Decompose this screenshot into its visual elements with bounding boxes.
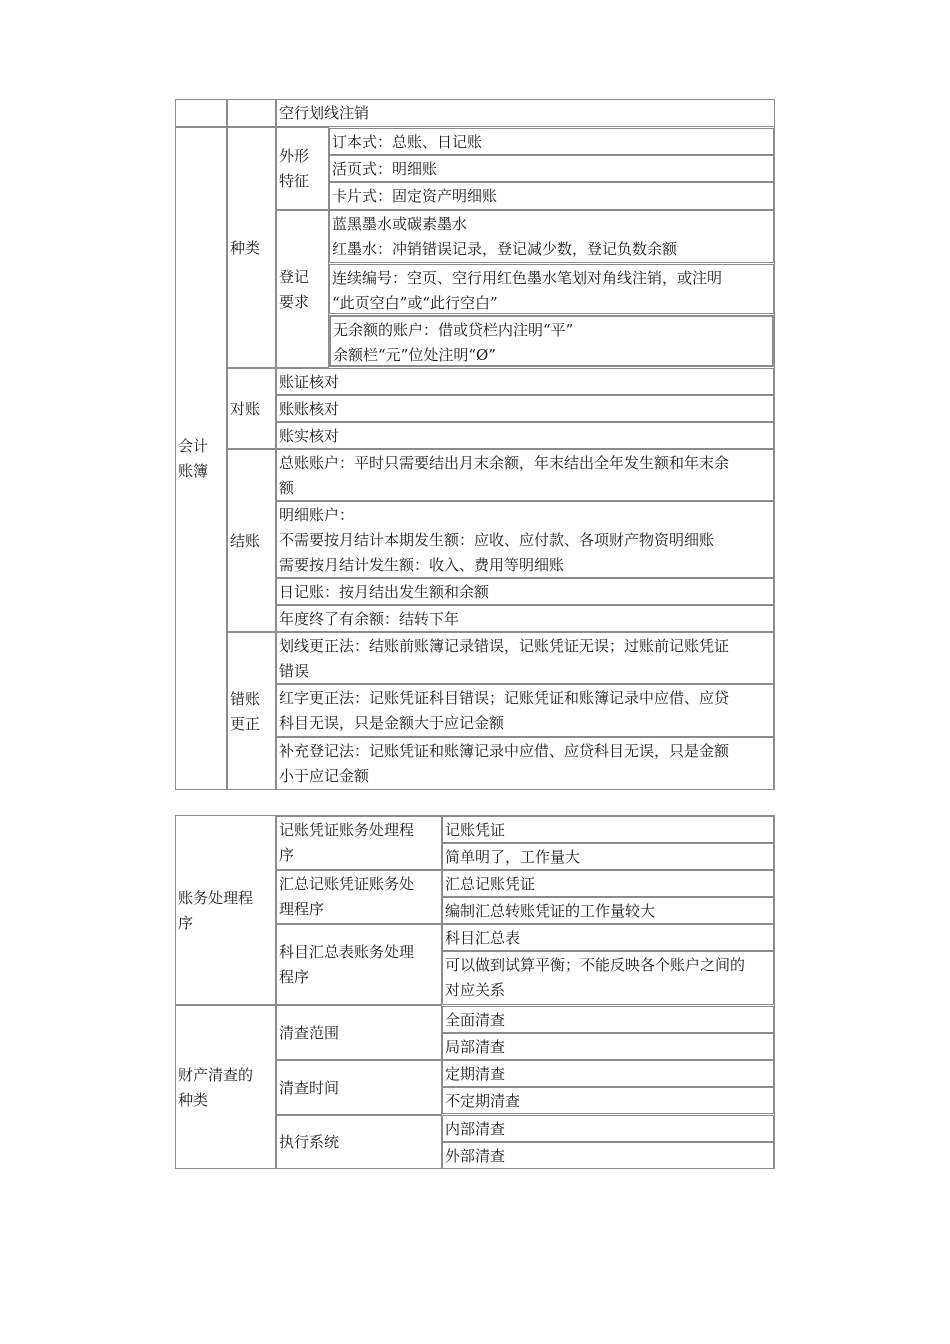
balance-requirement-line1: 无余额的账户：借或贷栏内注明“平”	[333, 321, 574, 339]
types-label-text: 种类	[230, 238, 261, 257]
procedure-summary-voucher-name-line2: 理程序	[279, 900, 325, 918]
accounting-books-label-line2: 账簿	[178, 462, 209, 480]
inventory-time-scheduled: 定期清查	[442, 1060, 774, 1087]
closing-detail-ledger-line2: 不需要按月结计本期发生额：应收、应付款、各项财产物资明细账	[279, 531, 715, 549]
accounting-books-label-line1: 会计	[178, 437, 209, 455]
procedure-account-summary-name-line1: 科目汇总表账务处理	[279, 943, 415, 961]
closing-label-text: 结账	[230, 531, 261, 550]
inventory-executor-internal: 内部清查	[442, 1115, 774, 1142]
inventory-scope-full: 全面清查	[442, 1006, 774, 1033]
closing-journal: 日记账：按月结出发生额和余额	[276, 578, 774, 605]
procedure-voucher-feature: 简单明了，工作量大	[442, 843, 774, 870]
procedure-voucher-basis: 记账凭证	[442, 816, 774, 843]
correction-label-line2: 更正	[230, 714, 261, 733]
procedure-voucher-name	[276, 816, 442, 870]
procedures-label-line2: 序	[178, 913, 194, 932]
accounting-books-label	[175, 127, 227, 790]
inventory-executor-name-text: 执行系统	[279, 1133, 340, 1151]
top-row-text: 空行划线注销	[276, 99, 775, 127]
inventory-time-unscheduled: 不定期清查	[442, 1087, 774, 1114]
correction-label-line1: 错账	[230, 689, 261, 708]
reconcile-label-text: 对账	[230, 399, 261, 418]
balance-requirement-line2: 余额栏“元”位处注明“Ø”	[333, 346, 496, 364]
procedure-summary-voucher-feature: 编制汇总转账凭证的工作量较大	[442, 897, 774, 924]
closing-detail-ledger-line3: 需要按月结计发生额：收入、费用等明细账	[279, 556, 565, 574]
correction-supplement-method-line2: 小于应记金额	[279, 767, 370, 785]
ink-requirement-line2: 红墨水：冲销错误记录，登记减少数，登记负数余额	[332, 240, 678, 258]
correction-line-method-line2: 错误	[279, 662, 310, 680]
reconcile-item-physical: 账实核对	[276, 422, 774, 449]
inventory-label-line1: 财产清查的	[178, 1065, 254, 1084]
procedures-label-line1: 账务处理程	[178, 888, 254, 907]
registration-label	[276, 210, 329, 368]
numbering-requirement-line2: “此页空白”或“此行空白”	[332, 294, 498, 312]
inventory-label-line2: 种类	[178, 1090, 209, 1109]
procedure-account-summary-feature-line1: 可以做到试算平衡；不能反映各个账户之间的	[445, 956, 746, 974]
inventory-executor-external: 外部清查	[442, 1142, 774, 1169]
inventory-scope-name-text: 清查范围	[279, 1023, 340, 1042]
reconcile-item-voucher: 账证核对	[276, 368, 774, 395]
registration-label-line2: 要求	[279, 292, 310, 311]
ink-requirement	[329, 210, 774, 263]
top-row-col1	[175, 99, 227, 127]
correction-supplement-method	[276, 737, 774, 790]
appearance-item-loose-leaf: 活页式：明细账	[329, 155, 774, 182]
appearance-label	[276, 127, 329, 210]
inventory-scope-name	[276, 1005, 442, 1060]
closing-general-ledger-line1: 总账账户：平时只需要结出月末余额，年末结出全年发生额和年末余	[279, 454, 730, 472]
registration-label-line1: 登记	[279, 267, 310, 286]
correction-supplement-method-line1: 补充登记法：记账凭证和账簿记录中应借、应贷科目无误，只是金额	[279, 742, 730, 760]
correction-line-method-line1: 划线更正法：结账前账簿记录错误，记账凭证无误；过账前记账凭证	[279, 637, 730, 655]
correction-red-method	[276, 684, 774, 737]
reconcile-item-books: 账账核对	[276, 395, 774, 422]
inventory-time-name	[276, 1060, 442, 1115]
closing-label	[227, 449, 276, 632]
appearance-label-line1: 外形	[279, 147, 310, 165]
procedure-voucher-name-line1: 记账凭证账务处理程	[279, 821, 415, 839]
numbering-requirement-line1: 连续编号：空页、空行用红色墨水笔划对角线注销，或注明	[332, 269, 723, 287]
balance-requirement	[329, 315, 774, 367]
appearance-item-card: 卡片式：固定资产明细账	[329, 182, 774, 210]
procedure-account-summary-name	[276, 924, 442, 1005]
appearance-label-line2: 特征	[279, 172, 310, 190]
correction-red-method-line2: 科目无误，只是金额大于应记金额	[279, 714, 505, 732]
procedure-summary-voucher-basis: 汇总记账凭证	[442, 870, 774, 897]
procedure-voucher-name-line2: 序	[279, 846, 295, 864]
closing-detail-ledger	[276, 501, 774, 578]
closing-general-ledger-line2: 额	[279, 479, 295, 497]
procedure-summary-voucher-name-line1: 汇总记账凭证账务处	[279, 875, 415, 893]
inventory-label	[175, 1005, 276, 1169]
types-label	[227, 127, 276, 368]
numbering-requirement	[329, 264, 774, 314]
procedure-account-summary-basis: 科目汇总表	[442, 924, 774, 951]
inventory-scope-partial: 局部清查	[442, 1033, 774, 1060]
ink-requirement-line1: 蓝黑墨水或碳素墨水	[332, 215, 468, 233]
inventory-time-name-text: 清查时间	[279, 1078, 340, 1097]
correction-label	[227, 632, 276, 790]
closing-general-ledger	[276, 449, 774, 501]
appearance-item-bound: 订本式：总账、日记账	[329, 128, 774, 155]
closing-year-end: 年度终了有余额：结转下年	[276, 605, 774, 632]
top-row-col2	[227, 99, 276, 127]
procedure-summary-voucher-name	[276, 870, 442, 924]
correction-line-method	[276, 632, 774, 684]
reconcile-label	[227, 368, 276, 449]
correction-red-method-line1: 红字更正法：记账凭证科目错误；记账凭证和账簿记录中应借、应贷	[279, 689, 730, 707]
procedure-account-summary-feature-line2: 对应关系	[445, 981, 506, 999]
procedure-account-summary-feature	[442, 951, 774, 1005]
closing-detail-ledger-line1: 明细账户：	[279, 506, 355, 524]
inventory-executor-name	[276, 1115, 442, 1169]
procedure-account-summary-name-line2: 程序	[279, 968, 310, 986]
procedures-label	[175, 815, 276, 1005]
